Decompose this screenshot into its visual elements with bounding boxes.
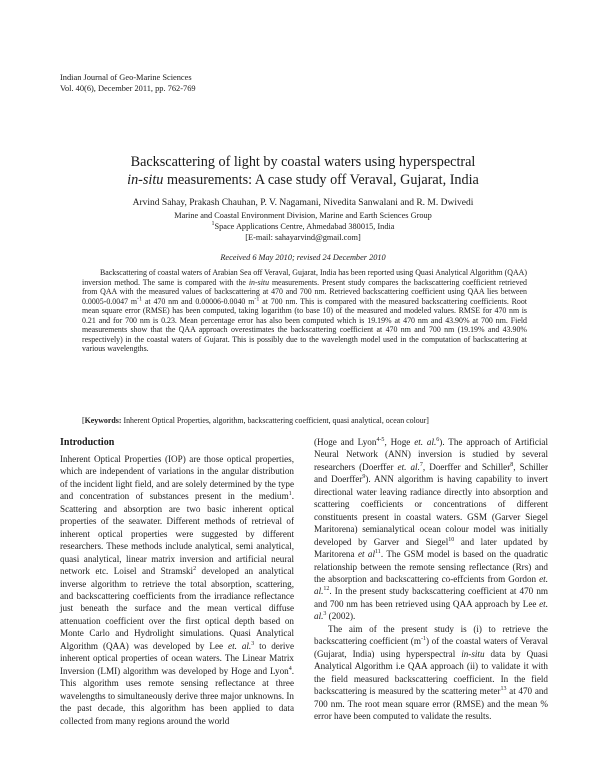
text-run: , Schiller and Doerffer <box>314 461 548 485</box>
email: [E-mail: sahayarvind@gmail.com] <box>245 233 361 243</box>
affiliation <box>60 210 546 244</box>
right-column <box>314 436 548 722</box>
abstract-text-3: at 470 nm and 0.00006-0.0040 m <box>142 296 255 306</box>
text-run: data by Quasi Analytical Algorithm i.e QAA approach (ii) to validate it with the field measured backscattering coefficient. In the field backscattering is measured by the scattering meter <box>314 648 548 697</box>
keywords <box>82 416 527 426</box>
text-run: to derive inherent optical properties of ocean waters. The Linear Matrix Inversion (LMI) algorithm was developed by Hoge and Lyon <box>60 640 295 676</box>
abstract-text-1: Backscattering of coastal waters of Arabian Sea off Veraval, Gujarat, India has been reported using Quasi Analytical Algorithm (QAA) inversion method. The same is compared with the <box>82 268 527 287</box>
title-line-2-rest: measurements: A case study off Veraval, Gujarat, India <box>163 172 479 188</box>
text-run: , Hoge <box>384 437 415 447</box>
citation-sup: 11 <box>375 549 381 556</box>
italic-run: et. al. <box>414 437 437 447</box>
citation-sup: 4-5 <box>376 436 385 443</box>
italic-run: et al <box>357 549 376 560</box>
text-run: and later updated by Maritorena <box>314 536 548 560</box>
affiliation-line-2 <box>60 221 546 232</box>
abstract-sup-1: -1 <box>137 296 143 303</box>
journal-name: Indian Journal of Geo-Marine Sciences <box>60 73 192 82</box>
received-date: Received 6 May 2010; revised 24 December 2010 <box>220 253 386 262</box>
text-run: at 470 and 700 nm. The root mean square error (RMSE) and the mean % error have been computed to validate the results. <box>314 686 548 721</box>
affiliation-text: Space Applications Centre, Ahmedabad 380015, India <box>214 222 395 232</box>
keywords-label: Keywords: <box>84 416 122 425</box>
keywords-bracket: [ <box>82 416 85 425</box>
citation-sup: 12 <box>323 586 330 593</box>
citation-sup: 3 <box>323 611 327 618</box>
text-run: ). ANN algorithm is having capability to invert directional water leaving radiance directly into absorption and scattering coefficients or concentrations of different constituents present in coastal waters. GSM (Garver Siegel Maritorena) semianalytical ocean colour model was initially developed by Garver and Siegel <box>314 474 548 547</box>
abstract-text-2: measurements. Present study compares the backscattering coefficient retrieved from QAA with the measured values of backscattering at 470 and 700 nm. Retrieved backscattering coefficient using QAA lies between 0.0005-0.0047 m <box>82 277 527 306</box>
text-run: Inherent Optical Properties (IOP) are those optical properties, which are independent of variations in the angular distribution of the incident light field, and are solely determined by the type and concentration of substances present in the medium <box>60 454 294 502</box>
journal-header <box>60 72 196 94</box>
citation-sup: 7 <box>419 461 423 468</box>
text-run: . This algorithm uses remote sensing reflectance at three wavelengths to simultaneously derive three major unknowns. In the past decade, this algorithm has been applied to data collected from many regions around the world <box>60 665 294 726</box>
title-italic: in-situ <box>127 172 164 188</box>
intro-paragraph-1 <box>60 453 294 727</box>
text-run: . Scattering and absorption are two basic inherent optical properties of the seawater. Different methods of retrieval of inherent optical properties were suggested by different researchers. These methods include analytical, semi analytical, quasi analytical, linear matrix inversion and artificial neural network etc. Loisel and Stramski <box>60 491 294 577</box>
text-run: developed an analytical inverse algorithm to retrieve the total absorption, scattering, and backscattering coefficients from the irradiance reflectance just beneath the surface and the mean vertical diffuse attenuation coefficient over the first optical depth based on Monte Carlo and Hydrolight simulations. Quasi Analytical Algorithm (QAA) was developed by Lee <box>60 566 294 651</box>
text-run: . The GSM model is based on the quadratic relationship between the remote sensing reflectance (Rrs) and the absorption and backscattering co-effcients from Gordon <box>314 549 548 584</box>
italic-run: et. al. <box>228 640 252 651</box>
citation-sup: -1 <box>420 636 426 643</box>
affiliation-sup: 1 <box>211 221 215 228</box>
abstract-text-4: at 700 nm. This is compared with the measured backscattering coefficients. Root mean square error (RMSE) has been computed, taking logarithm (to base 10) of the measured and modeled values. RMSE for 470 nm is 0.21 and for 700 nm is 0.23. Mean percentage error has also been computed which is 19.19% at 470 nm and 43.90% at 700 nm. Field measurements show that the QAA approach overestimates the backscattering coefficient at 470 nm and 700 nm (19.19% and 43.90% respectively) in the coastal waters of Gujarat. This is possibly due to the wavelength model used in the computation of backscattering at various wavelengths. <box>82 296 528 354</box>
citation-sup: 4 <box>288 665 292 672</box>
citation-sup: 6 <box>436 436 440 443</box>
abstract <box>82 268 527 354</box>
italic-run: et. al. <box>397 461 420 472</box>
keywords-text: Inherent Optical Properties, algorithm, backscattering coefficient, quasi analytical, ocean colour] <box>121 416 429 425</box>
title-line-1: Backscattering of light by coastal waters using hyperspectral <box>130 154 476 170</box>
intro-paragraph-1-cont <box>314 436 548 623</box>
italic-run: in-situ <box>461 648 485 659</box>
citation-sup: 13 <box>500 686 507 693</box>
abstract-italic: in-situ <box>248 277 270 287</box>
italic-run: et. al. <box>314 573 548 597</box>
citation-sup: 2 <box>193 566 197 573</box>
left-column <box>60 436 294 727</box>
citation-sup: 9 <box>362 474 366 481</box>
title-line-2 <box>60 171 546 189</box>
citation-sup: 3 <box>251 640 255 647</box>
authors: Arvind Sahay, Prakash Chauhan, P. V. Nagamani, Nivedita Sanwalani and R. M. Dwivedi <box>132 198 474 208</box>
abstract-sup-2: -1 <box>254 296 260 303</box>
text-run: (Hoge and Lyon <box>314 437 377 447</box>
text-run: ) of the coastal waters of Veraval (Gujarat, India) using hyperspectral <box>314 636 548 659</box>
text-run: The aim of the present study is (i) to retrieve the backscattering coefficient (m <box>314 623 548 647</box>
text-run: . In the present study backscattering coefficient at 470 nm and 700 nm has been retrieved using QAA approach by Lee <box>314 586 548 609</box>
text-run: (2002). <box>326 611 356 622</box>
journal-citation: Vol. 40(6), December 2011, pp. 762-769 <box>60 84 196 93</box>
affiliation-line-1: Marine and Coastal Environment Division, Marine and Earth Sciences Group <box>174 211 432 220</box>
text-run: ). The approach of Artificial Neural Network (ANN) inversion is studied by several researchers (Doerffer <box>314 437 548 472</box>
citation-sup: 10 <box>448 536 455 543</box>
citation-sup: 8 <box>510 461 514 468</box>
italic-run: et. al. <box>314 598 548 622</box>
section-heading-introduction: Introduction <box>60 437 115 448</box>
intro-paragraph-2 <box>314 623 548 723</box>
citation-sup: 1 <box>288 491 292 498</box>
paper-title <box>60 153 546 189</box>
text-run: , Doerffer and Schiller <box>422 461 511 472</box>
